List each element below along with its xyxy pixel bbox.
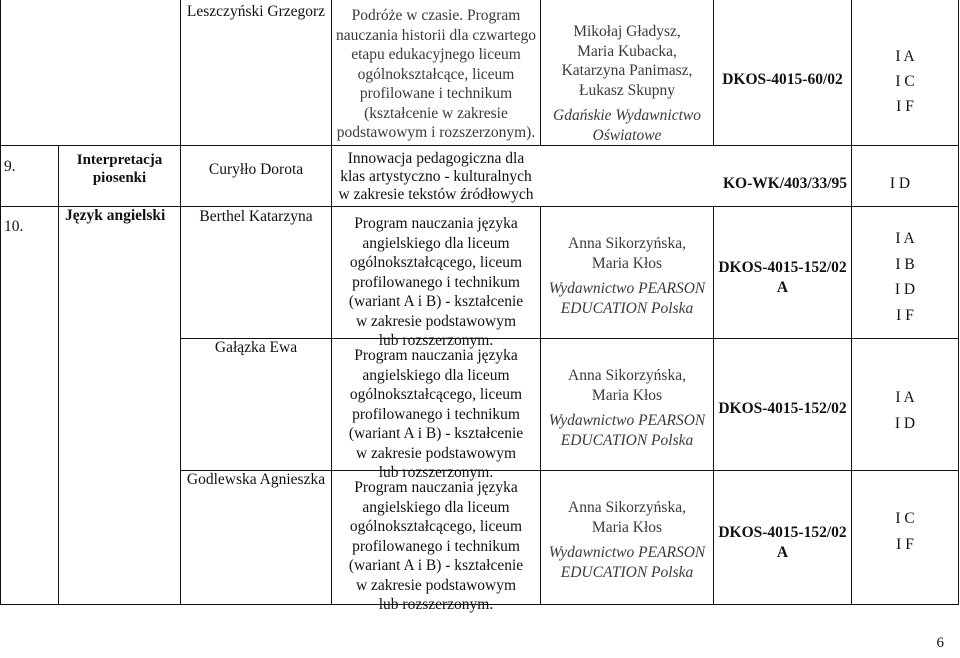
- subject-english: Język angielski: [65, 207, 166, 224]
- classes-english-2: I A I D: [894, 389, 916, 432]
- program-code-english-2: DKOS-4015-152/02: [718, 400, 847, 417]
- classes-9: I D: [889, 175, 911, 192]
- classes-english-1: I A I B I D I F: [894, 230, 916, 324]
- program-title-innovation: Innowacja pedagogiczna dla klas artystyczno - kulturalnych w zakresie tekstów źródłowych: [338, 150, 534, 203]
- author-godlewska: Godlewska Agnieszka: [186, 471, 326, 488]
- program-code-9: KO-WK/403/33/95: [723, 175, 847, 192]
- program-title-english-2: Program nauczania języka angielskiego dla liceum ogólnokształcącego, liceum profilowanego i technikum (wariant A i B) - kształcenie w zakresie podstawowym lub rozszerzonym.: [348, 347, 524, 481]
- row-number-10: 10.: [4, 218, 24, 235]
- author-berthel: Berthel Katarzyna: [199, 208, 313, 225]
- author-leszczynski: Leszczyński Grzegorz: [186, 3, 326, 20]
- author-galazka: Gałązka Ewa: [214, 339, 298, 356]
- subject-interpretacja: Interpretacja piosenki: [76, 152, 163, 186]
- program-code-english-1: DKOS-4015-152/02 A: [718, 259, 847, 296]
- row-number-9: 9.: [4, 158, 16, 175]
- program-code-top: DKOS-4015-60/02: [722, 71, 843, 88]
- textbook-authors-2: Anna Sikorzyńska, Maria Kłos Wydawnictwo PEARSON EDUCATION Polska: [548, 367, 706, 449]
- textbook-authors-3: Anna Sikorzyńska, Maria Kłos Wydawnictwo PEARSON EDUCATION Polska: [548, 499, 706, 581]
- textbook-authors-top: Mikołaj Gładysz, Maria Kubacka, Katarzyna Panimasz, Łukasz Skupny Gdańskie Wydawnictwo Oświatowe: [553, 23, 701, 144]
- program-title-english-3: Program nauczania języka angielskiego dla liceum ogólnokształcącego, liceum profilowanego i technikum (wariant A i B) - kształcenie w zakresie podstawowym lub rozszerzonym.: [348, 479, 524, 613]
- author-curyllo: Curyłło Dorota: [208, 161, 304, 178]
- page-number: 6: [936, 635, 944, 651]
- program-code-english-3: DKOS-4015-152/02 A: [718, 524, 847, 561]
- classes-english-3: I C I F: [895, 510, 915, 553]
- textbook-authors-1: Anna Sikorzyńska, Maria Kłos Wydawnictwo PEARSON EDUCATION Polska: [548, 235, 706, 317]
- program-title-history: Podróże w czasie. Program nauczania historii dla czwartego etapu edukacyjnego liceum ogólnokształcące, liceum profilowane i technikum (kształcenie w zakresie podstawowym i rozszerzonym).: [335, 7, 537, 141]
- classes-top: I A I C I F: [895, 48, 915, 115]
- program-title-english-1: Program nauczania języka angielskiego dla liceum ogólnokształcącego, liceum profilowanego i technikum (wariant A i B) - kształcenie w zakresie podstawowym lub rozszerzonym.: [348, 215, 524, 349]
